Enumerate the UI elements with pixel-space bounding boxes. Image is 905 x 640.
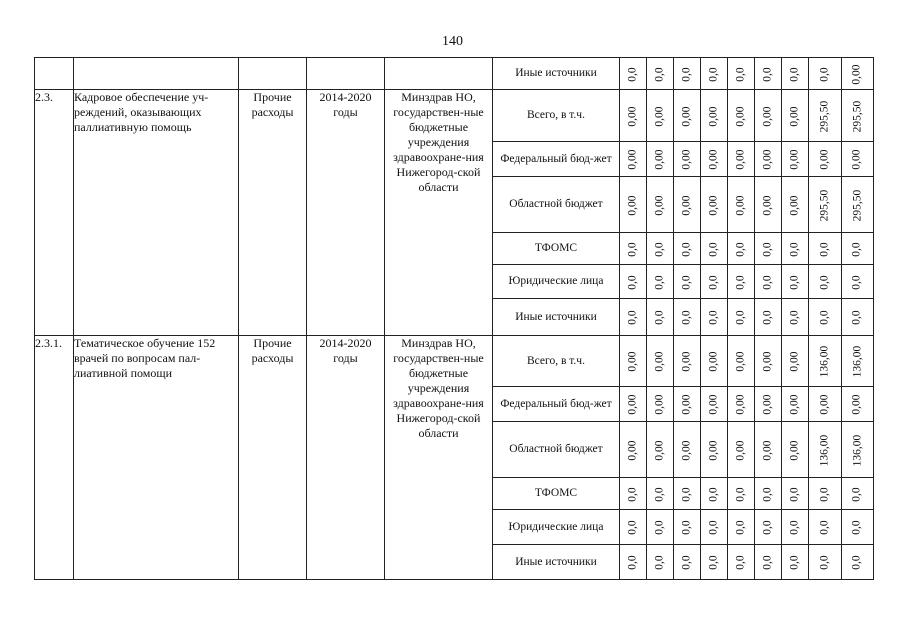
value-cell xyxy=(809,142,842,177)
value-cell xyxy=(728,177,755,233)
value-text: 0,0 xyxy=(850,555,863,570)
value-cell xyxy=(841,90,874,142)
value-cell xyxy=(674,58,701,90)
value-cell xyxy=(701,422,728,478)
value-text: 0,00 xyxy=(680,351,693,372)
value-cell xyxy=(755,58,782,90)
value-text: 0,00 xyxy=(707,351,720,372)
value-cell xyxy=(701,90,728,142)
value-cell xyxy=(755,422,782,478)
value-text: 0,00 xyxy=(626,351,639,372)
value-text: 0,0 xyxy=(734,310,747,325)
value-text: 0,00 xyxy=(734,351,747,372)
value-text: 136,00 xyxy=(818,434,831,466)
value-cell xyxy=(701,387,728,422)
value-text: 0,00 xyxy=(734,149,747,170)
value-cell xyxy=(701,510,728,545)
value-cell xyxy=(701,142,728,177)
source-cell: ТФОМС xyxy=(493,478,620,510)
value-text: 0,00 xyxy=(707,105,720,127)
value-text: 0,0 xyxy=(653,241,666,257)
value-text: 0,0 xyxy=(653,520,666,535)
value-cell xyxy=(647,510,674,545)
source-cell: Юридические лица xyxy=(493,265,620,299)
value-text: 0,00 xyxy=(626,105,639,127)
value-cell xyxy=(674,177,701,233)
value-cell xyxy=(647,545,674,580)
value-text: 0,0 xyxy=(680,310,693,325)
value-text: 0,0 xyxy=(761,241,774,257)
value-text: 136,00 xyxy=(850,434,863,466)
value-text: 0,00 xyxy=(850,394,863,415)
value-text: 0,00 xyxy=(761,394,774,415)
value-cell xyxy=(755,90,782,142)
value-text: 0,00 xyxy=(788,149,801,170)
value-cell xyxy=(841,58,874,90)
value-cell xyxy=(841,510,874,545)
value-cell xyxy=(755,545,782,580)
value-text: 0,00 xyxy=(818,394,831,415)
value-cell xyxy=(782,478,809,510)
value-text: 0,0 xyxy=(626,241,639,257)
value-cell xyxy=(841,478,874,510)
value-cell xyxy=(674,336,701,387)
value-cell xyxy=(674,545,701,580)
value-cell xyxy=(701,478,728,510)
source-cell: Федеральный бюд-жет xyxy=(493,387,620,422)
value-text: 0,00 xyxy=(653,194,666,216)
value-text: 0,00 xyxy=(653,439,666,461)
value-cell xyxy=(728,387,755,422)
value-cell xyxy=(755,336,782,387)
value-cell xyxy=(728,90,755,142)
value-text: 0,00 xyxy=(788,439,801,461)
value-cell xyxy=(809,510,842,545)
source-cell: Иные источники xyxy=(493,299,620,336)
value-cell xyxy=(728,299,755,336)
value-text: 0,00 xyxy=(734,439,747,461)
executor: Минздрав НО, государствен-ные бюджетные учреждения здравоохране-ния Нижегород-ской области xyxy=(385,336,493,580)
period-years: 2014-2020 годы xyxy=(307,336,385,580)
value-cell xyxy=(620,387,647,422)
value-text: 0,0 xyxy=(761,274,774,290)
value-text: 0,0 xyxy=(626,520,639,535)
value-text: 0,00 xyxy=(680,105,693,127)
value-text: 0,00 xyxy=(680,194,693,216)
value-text: 0,0 xyxy=(788,486,801,502)
value-text: 0,0 xyxy=(850,486,863,502)
value-text: 0,00 xyxy=(707,194,720,216)
value-cell xyxy=(701,545,728,580)
value-cell xyxy=(674,90,701,142)
value-text: 0,00 xyxy=(788,194,801,216)
value-cell xyxy=(620,422,647,478)
value-text: 0,00 xyxy=(707,149,720,170)
value-text: 0,00 xyxy=(626,149,639,170)
value-text: 0,0 xyxy=(818,520,831,535)
value-cell xyxy=(620,336,647,387)
value-cell xyxy=(728,510,755,545)
value-text: 0,00 xyxy=(850,149,863,170)
value-text: 136,00 xyxy=(818,345,831,378)
value-text: 0,00 xyxy=(761,439,774,461)
value-cell xyxy=(674,233,701,265)
value-text: 0,00 xyxy=(653,394,666,415)
value-cell xyxy=(782,142,809,177)
value-text: 0,0 xyxy=(818,310,831,325)
value-text: 0,00 xyxy=(653,149,666,170)
value-cell xyxy=(728,478,755,510)
table-row xyxy=(35,90,874,142)
source-cell: Областной бюджет xyxy=(493,422,620,478)
value-text: 0,0 xyxy=(818,274,831,290)
value-cell xyxy=(674,265,701,299)
value-text: 0,0 xyxy=(653,555,666,570)
item-name: Кадровое обеспечение уч-реждений, оказывающих паллиативную помощь xyxy=(74,90,239,336)
value-text: 0,0 xyxy=(788,555,801,570)
value-text: 0,0 xyxy=(850,241,863,257)
value-cell xyxy=(647,58,674,90)
value-cell xyxy=(809,90,842,142)
value-text: 0,0 xyxy=(680,486,693,502)
value-text: 0,0 xyxy=(734,241,747,257)
value-text: 0,0 xyxy=(707,520,720,535)
value-cell xyxy=(647,233,674,265)
value-text: 0,00 xyxy=(626,394,639,415)
value-text: 0,0 xyxy=(761,310,774,325)
value-cell xyxy=(620,90,647,142)
value-text: 295,50 xyxy=(850,100,863,132)
value-cell xyxy=(755,387,782,422)
item-name: Тематическое обучение 152 врачей по вопросам пал-лиативной помощи xyxy=(74,336,239,580)
value-cell xyxy=(620,265,647,299)
value-cell xyxy=(755,142,782,177)
value-cell xyxy=(809,545,842,580)
value-cell xyxy=(841,336,874,387)
value-cell xyxy=(647,177,674,233)
value-text: 0,0 xyxy=(850,274,863,290)
value-cell xyxy=(782,177,809,233)
value-cell xyxy=(782,422,809,478)
table-row xyxy=(35,336,874,387)
value-cell xyxy=(841,545,874,580)
value-cell xyxy=(728,233,755,265)
expense-kind: Прочие расходы xyxy=(239,336,307,580)
value-text: 0,0 xyxy=(707,555,720,570)
value-cell xyxy=(809,387,842,422)
source-cell: ТФОМС xyxy=(493,233,620,265)
value-text: 0,0 xyxy=(680,555,693,570)
value-cell xyxy=(809,233,842,265)
value-cell xyxy=(809,478,842,510)
source-cell: Всего, в т.ч. xyxy=(493,90,620,142)
table-row xyxy=(35,58,874,90)
value-cell xyxy=(728,142,755,177)
value-text: 0,0 xyxy=(626,486,639,502)
value-cell xyxy=(728,336,755,387)
value-cell xyxy=(620,177,647,233)
value-cell xyxy=(809,265,842,299)
value-text: 0,0 xyxy=(734,520,747,535)
value-cell xyxy=(782,265,809,299)
value-cell xyxy=(647,336,674,387)
value-cell xyxy=(674,422,701,478)
value-cell xyxy=(782,336,809,387)
value-text: 0,0 xyxy=(788,520,801,535)
value-text: 0,00 xyxy=(680,149,693,170)
value-text: 0,0 xyxy=(680,274,693,290)
value-text: 0,0 xyxy=(761,66,774,82)
value-text: 0,0 xyxy=(818,486,831,502)
value-text: 0,00 xyxy=(707,439,720,461)
value-text: 0,0 xyxy=(788,241,801,257)
value-cell xyxy=(620,478,647,510)
value-cell xyxy=(701,233,728,265)
value-cell xyxy=(841,387,874,422)
item-number: 2.3. xyxy=(35,90,74,336)
source-cell: Иные источники xyxy=(493,545,620,580)
value-text: 0,00 xyxy=(761,194,774,216)
source-cell: Иные источники xyxy=(493,58,620,90)
value-cell xyxy=(782,545,809,580)
value-text: 0,00 xyxy=(734,194,747,216)
value-cell xyxy=(755,510,782,545)
value-cell xyxy=(647,478,674,510)
value-cell xyxy=(728,265,755,299)
value-cell xyxy=(841,177,874,233)
value-cell xyxy=(701,299,728,336)
value-text: 0,0 xyxy=(850,310,863,325)
value-cell xyxy=(755,233,782,265)
value-text: 0,0 xyxy=(850,520,863,535)
value-cell xyxy=(674,510,701,545)
source-cell: Федеральный бюд-жет xyxy=(493,142,620,177)
value-cell xyxy=(728,545,755,580)
value-cell xyxy=(782,387,809,422)
value-text: 0,00 xyxy=(761,351,774,372)
value-cell xyxy=(728,58,755,90)
value-cell xyxy=(674,387,701,422)
value-cell xyxy=(701,177,728,233)
value-text: 0,00 xyxy=(653,351,666,372)
value-text: 0,0 xyxy=(761,486,774,502)
value-text: 0,0 xyxy=(680,66,693,82)
empty-cell xyxy=(239,58,307,90)
value-cell xyxy=(809,177,842,233)
value-text: 0,0 xyxy=(707,310,720,325)
value-cell xyxy=(620,545,647,580)
value-cell xyxy=(809,58,842,90)
value-text: 0,0 xyxy=(626,274,639,290)
value-text: 0,0 xyxy=(761,555,774,570)
value-text: 295,50 xyxy=(850,189,863,221)
value-text: 0,0 xyxy=(818,555,831,570)
value-text: 0,0 xyxy=(680,241,693,257)
page-number: 140 xyxy=(442,34,463,49)
value-text: 0,0 xyxy=(818,66,831,82)
value-text: 0,0 xyxy=(707,486,720,502)
value-text: 0,0 xyxy=(761,520,774,535)
source-cell: Областной бюджет xyxy=(493,177,620,233)
program-table xyxy=(34,57,874,580)
value-cell xyxy=(755,177,782,233)
value-cell xyxy=(841,299,874,336)
value-cell xyxy=(841,422,874,478)
executor: Минздрав НО, государствен-ные бюджетные учреждения здравоохране-ния Нижегород-ской области xyxy=(385,90,493,336)
value-text: 0,00 xyxy=(788,351,801,372)
value-cell xyxy=(620,142,647,177)
item-number: 2.3.1. xyxy=(35,336,74,580)
value-text: 0,00 xyxy=(653,105,666,127)
value-text: 0,00 xyxy=(626,439,639,461)
value-text: 0,0 xyxy=(653,310,666,325)
value-text: 0,00 xyxy=(818,149,831,170)
value-cell xyxy=(782,233,809,265)
value-text: 0,0 xyxy=(626,66,639,82)
value-text: 0,0 xyxy=(707,66,720,82)
value-text: 0,00 xyxy=(761,105,774,127)
value-text: 0,0 xyxy=(653,274,666,290)
value-text: 0,00 xyxy=(734,105,747,127)
value-text: 0,0 xyxy=(707,241,720,257)
empty-cell xyxy=(74,58,239,90)
empty-cell xyxy=(307,58,385,90)
empty-cell xyxy=(35,58,74,90)
empty-cell xyxy=(385,58,493,90)
value-cell xyxy=(728,422,755,478)
value-text: 0,0 xyxy=(653,486,666,502)
value-text: 0,00 xyxy=(788,394,801,415)
value-cell xyxy=(620,510,647,545)
value-cell xyxy=(620,233,647,265)
value-cell xyxy=(620,58,647,90)
value-cell xyxy=(647,142,674,177)
value-cell xyxy=(647,387,674,422)
period-years: 2014-2020 годы xyxy=(307,90,385,336)
value-text: 0,00 xyxy=(680,439,693,461)
value-text: 0,0 xyxy=(734,555,747,570)
value-cell xyxy=(755,299,782,336)
value-cell xyxy=(620,299,647,336)
value-cell xyxy=(809,422,842,478)
value-text: 0,00 xyxy=(761,149,774,170)
value-cell xyxy=(755,478,782,510)
value-text: 0,0 xyxy=(680,520,693,535)
value-text: 0,00 xyxy=(734,394,747,415)
value-cell xyxy=(782,90,809,142)
value-cell xyxy=(782,510,809,545)
value-cell xyxy=(809,299,842,336)
value-text: 0,00 xyxy=(707,394,720,415)
value-text: 0,00 xyxy=(680,394,693,415)
value-text: 0,00 xyxy=(850,63,863,85)
value-cell xyxy=(701,336,728,387)
value-cell xyxy=(701,265,728,299)
value-cell xyxy=(755,265,782,299)
expense-kind: Прочие расходы xyxy=(239,90,307,336)
value-text: 295,50 xyxy=(818,189,831,221)
value-cell xyxy=(674,478,701,510)
value-cell xyxy=(782,58,809,90)
value-cell xyxy=(841,142,874,177)
value-text: 0,0 xyxy=(788,274,801,290)
value-text: 136,00 xyxy=(850,345,863,378)
value-cell xyxy=(647,265,674,299)
value-text: 295,50 xyxy=(818,100,831,132)
value-text: 0,0 xyxy=(626,310,639,325)
value-cell xyxy=(647,422,674,478)
value-text: 0,0 xyxy=(653,66,666,82)
source-cell: Юридические лица xyxy=(493,510,620,545)
value-text: 0,0 xyxy=(734,486,747,502)
value-text: 0,0 xyxy=(626,555,639,570)
value-text: 0,0 xyxy=(707,274,720,290)
value-cell xyxy=(674,142,701,177)
value-text: 0,0 xyxy=(734,274,747,290)
value-text: 0,0 xyxy=(788,310,801,325)
value-cell xyxy=(647,90,674,142)
value-cell xyxy=(782,299,809,336)
value-cell xyxy=(841,265,874,299)
source-cell: Всего, в т.ч. xyxy=(493,336,620,387)
value-text: 0,0 xyxy=(818,241,831,257)
value-cell xyxy=(809,336,842,387)
value-text: 0,00 xyxy=(626,194,639,216)
value-text: 0,0 xyxy=(734,66,747,82)
value-cell xyxy=(647,299,674,336)
value-text: 0,00 xyxy=(788,105,801,127)
value-cell xyxy=(841,233,874,265)
value-cell xyxy=(674,299,701,336)
value-cell xyxy=(701,58,728,90)
value-text: 0,0 xyxy=(788,66,801,82)
